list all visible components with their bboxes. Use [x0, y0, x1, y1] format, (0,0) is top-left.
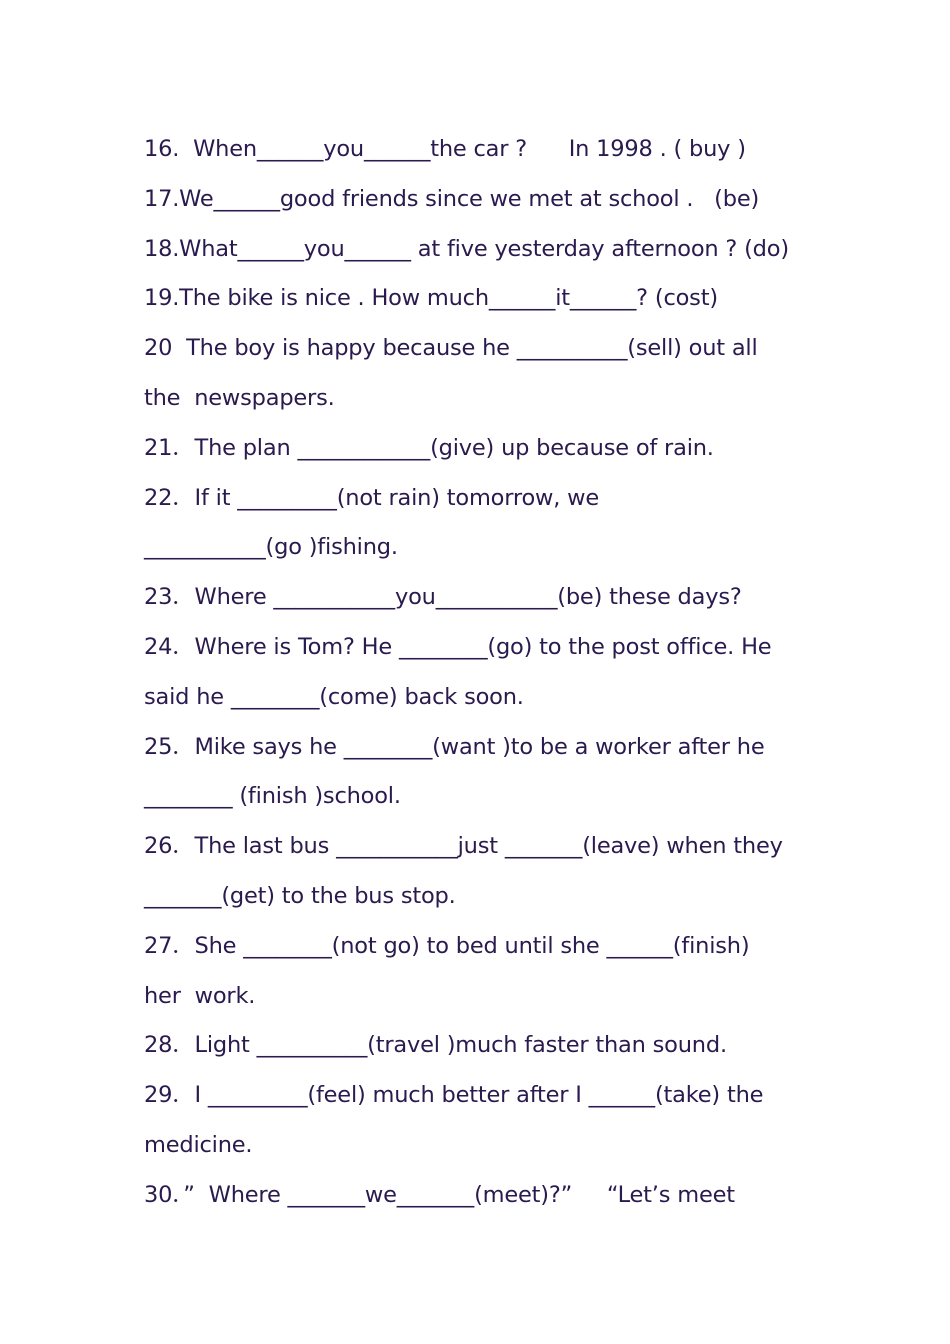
exercise-lines	[144, 125, 864, 1221]
exercise-line: said he ________(come) back soon.	[144, 683, 524, 710]
exercise-line: 22．If it _________(not rain) tomorrow, we	[144, 484, 599, 511]
exercise-line: 20 The boy is happy because he __________(sell) out all	[144, 335, 758, 362]
exercise-line: 29．I _________(feel) much better after I ______(take) the	[144, 1082, 764, 1109]
exercise-line: 21．The plan ____________(give) up because of rain.	[144, 434, 714, 461]
exercise-line: her work.	[144, 982, 256, 1009]
exercise-line: 27．She ________(not go) to bed until she ______(finish)	[144, 932, 750, 959]
exercise-line: 18.What______you______ at five yesterday afternoon ? (do)	[144, 235, 789, 262]
exercise-line: 24．Where is Tom? He ________(go) to the post office. He	[144, 633, 772, 660]
exercise-line: the newspapers.	[144, 384, 335, 411]
exercise-line: 19.The bike is nice . How much______it______? (cost)	[144, 285, 718, 312]
exercise-line: 17.We______good friends since we met at school . (be)	[144, 185, 760, 212]
exercise-line: 23．Where ___________you___________(be) these days?	[144, 584, 742, 611]
exercise-line: 25．Mike says he ________(want )to be a worker after he	[144, 733, 765, 760]
exercise-line: 26．The last bus ___________just _______(leave) when they	[144, 833, 783, 860]
exercise-line: _______(get) to the bus stop.	[144, 882, 456, 909]
exercise-line: ________ (finish )school.	[144, 783, 401, 810]
exercise-line: 30．” Where _______we_______(meet)?” “Let’s meet	[144, 1181, 735, 1208]
exercise-line: medicine.	[144, 1131, 253, 1158]
exercise-line: 28．Light __________(travel )much faster than sound.	[144, 1032, 727, 1059]
exercise-line: ___________(go )fishing.	[144, 534, 398, 561]
exercise-line: 16. When______you______the car ? In 1998 . ( buy )	[144, 136, 746, 162]
